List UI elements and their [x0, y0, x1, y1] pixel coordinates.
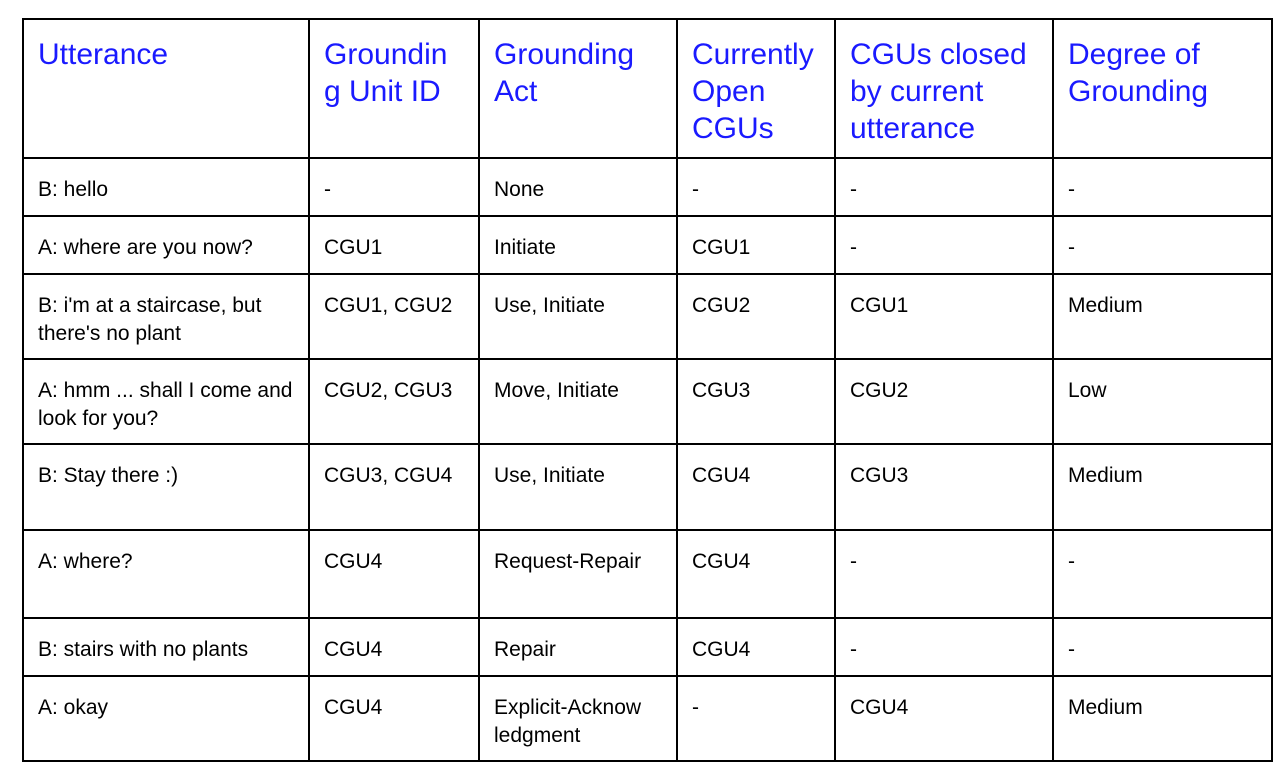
header-grounding-unit-id: Groundin g Unit ID [309, 19, 479, 158]
cell-grounding-act: Move, Initiate [479, 359, 677, 444]
cell-closed-cgus: CGU1 [835, 274, 1053, 359]
table-row [23, 216, 1272, 274]
cell-closed-cgus: - [835, 618, 1053, 676]
cell-grounding-unit-id: - [309, 158, 479, 216]
grounding-table [22, 18, 1273, 762]
cell-closed-cgus: CGU3 [835, 444, 1053, 530]
header-degree-of-grounding: Degree of Grounding [1053, 19, 1272, 158]
cell-grounding-act: Request-Repair [479, 530, 677, 618]
header-currently-open-cgus: Currently Open CGUs [677, 19, 835, 158]
cell-grounding-act: Explicit-Acknow ledgment [479, 676, 677, 761]
cell-open-cgus: CGU4 [677, 444, 835, 530]
cell-degree: Medium [1053, 274, 1272, 359]
cell-degree: Medium [1053, 444, 1272, 530]
cell-degree: - [1053, 158, 1272, 216]
cell-open-cgus: CGU2 [677, 274, 835, 359]
table-row [23, 676, 1272, 761]
cell-open-cgus: CGU1 [677, 216, 835, 274]
table-row [23, 274, 1272, 359]
header-grounding-act: Grounding Act [479, 19, 677, 158]
table-row [23, 530, 1272, 618]
cell-closed-cgus: CGU2 [835, 359, 1053, 444]
cell-utterance: A: where? [23, 530, 309, 618]
table-header-row [23, 19, 1272, 158]
cell-grounding-act: Use, Initiate [479, 444, 677, 530]
table-row [23, 158, 1272, 216]
cell-open-cgus: CGU3 [677, 359, 835, 444]
cell-grounding-act: Initiate [479, 216, 677, 274]
cell-grounding-act: Use, Initiate [479, 274, 677, 359]
cell-grounding-unit-id: CGU2, CGU3 [309, 359, 479, 444]
cell-grounding-unit-id: CGU4 [309, 618, 479, 676]
cell-closed-cgus: - [835, 158, 1053, 216]
cell-degree: - [1053, 618, 1272, 676]
cell-grounding-act: Repair [479, 618, 677, 676]
cell-utterance: B: i'm at a staircase, but there's no plant [23, 274, 309, 359]
cell-utterance: B: stairs with no plants [23, 618, 309, 676]
cell-degree: - [1053, 530, 1272, 618]
table-row [23, 618, 1272, 676]
cell-closed-cgus: CGU4 [835, 676, 1053, 761]
cell-open-cgus: - [677, 676, 835, 761]
cell-grounding-unit-id: CGU1 [309, 216, 479, 274]
cell-open-cgus: CGU4 [677, 530, 835, 618]
cell-grounding-unit-id: CGU4 [309, 530, 479, 618]
cell-utterance: B: hello [23, 158, 309, 216]
cell-degree: - [1053, 216, 1272, 274]
table-row [23, 359, 1272, 444]
cell-degree: Medium [1053, 676, 1272, 761]
table-row [23, 444, 1272, 530]
cell-grounding-act: None [479, 158, 677, 216]
cell-utterance: B: Stay there :) [23, 444, 309, 530]
header-utterance: Utterance [23, 19, 309, 158]
cell-grounding-unit-id: CGU3, CGU4 [309, 444, 479, 530]
cell-closed-cgus: - [835, 216, 1053, 274]
cell-utterance: A: okay [23, 676, 309, 761]
cell-grounding-unit-id: CGU4 [309, 676, 479, 761]
cell-degree: Low [1053, 359, 1272, 444]
header-cgus-closed: CGUs closed by current utterance [835, 19, 1053, 158]
cell-open-cgus: CGU4 [677, 618, 835, 676]
cell-grounding-unit-id: CGU1, CGU2 [309, 274, 479, 359]
cell-utterance: A: hmm ... shall I come and look for you? [23, 359, 309, 444]
cell-open-cgus: - [677, 158, 835, 216]
cell-utterance: A: where are you now? [23, 216, 309, 274]
cell-closed-cgus: - [835, 530, 1053, 618]
